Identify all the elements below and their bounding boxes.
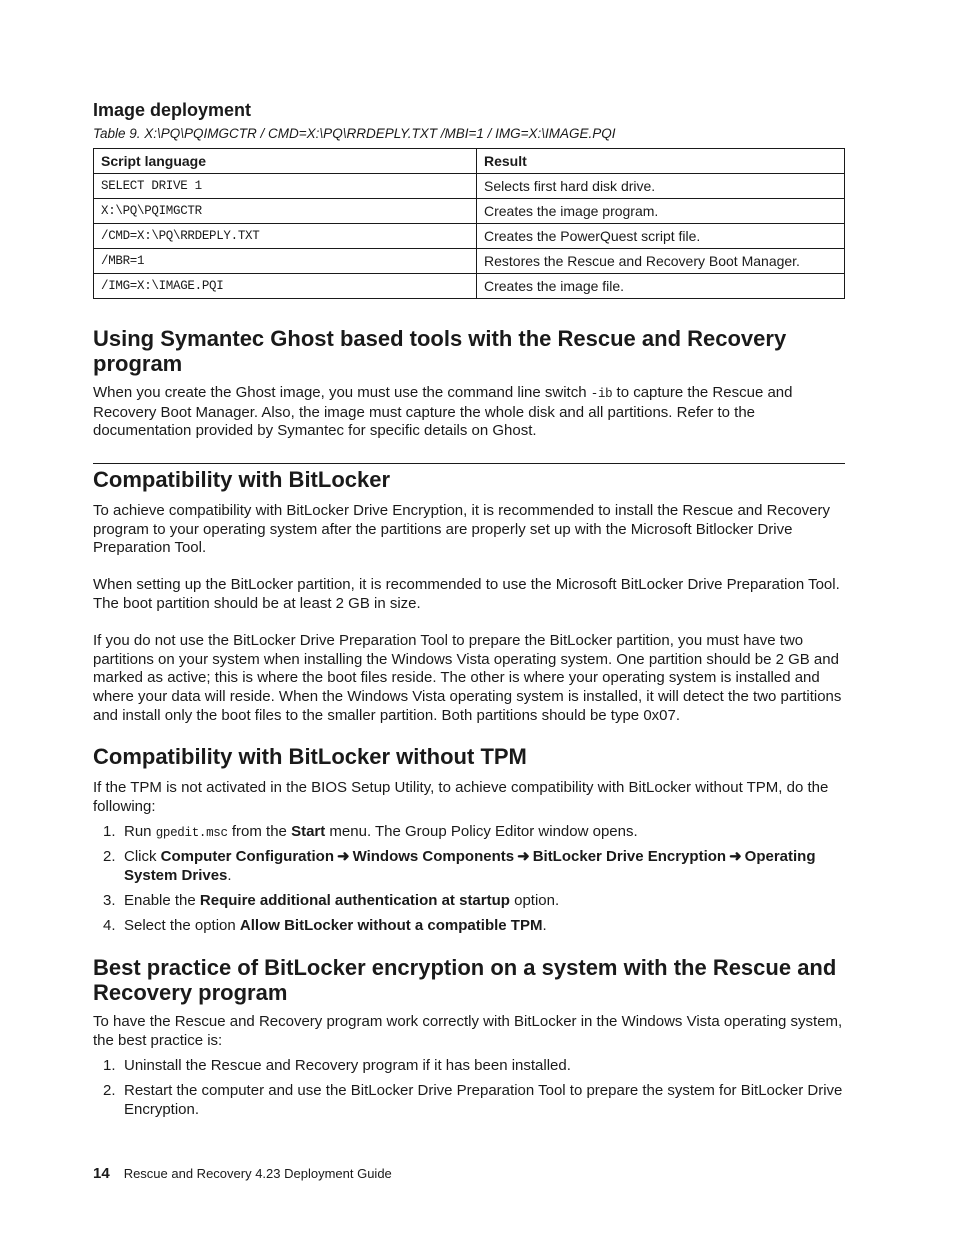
table-row bbox=[94, 199, 845, 224]
list-item: 3. Enable the Require additional authentication at startup option. bbox=[103, 892, 560, 909]
gpedit-code: gpedit.msc bbox=[155, 826, 228, 840]
best-practice-intro: To have the Rescue and Recovery program work correctly with BitLocker in the Windows Vista operating system, the best practice is: bbox=[93, 1013, 843, 1049]
script-cell: /IMG=X:\IMAGE.PQI bbox=[94, 274, 477, 299]
bitlocker-paragraph-3: If you do not use the BitLocker Drive Preparation Tool to prepare the BitLocker partition, you must have two partitions on your system when installing the Windows Vista operating system. One partition should be 2 GB and marked as active; this is where the boot files reside. The other is where your operating system is installed and where your data will reside. When the Windows Vista operating system is installed, it will detect the two partitions and install only the boot files to the smaller partition. Both partitions should be type 0x07. bbox=[93, 632, 842, 724]
list-item: 1. Uninstall the Rescue and Recovery program if it has been installed. bbox=[103, 1057, 571, 1074]
allow-bitlocker-option: Allow BitLocker without a compatible TPM bbox=[239, 917, 543, 934]
ghost-paragraph bbox=[93, 384, 845, 441]
bitlocker-paragraph-2: When setting up the BitLocker partition, it is recommended to use the Microsoft BitLocker Drive Preparation Tool. The boot partition should be at least 2 GB in size. bbox=[93, 576, 840, 612]
result-cell: Selects first hard disk drive. bbox=[477, 174, 845, 199]
list-item: 1. Run gpedit.msc from the Start menu. The Group Policy Editor window opens. bbox=[103, 823, 638, 840]
bitlocker-heading: Compatibility with BitLocker bbox=[93, 467, 391, 492]
list-item: 2. Restart the computer and use the BitLocker Drive Preparation Tool to prepare the system for BitLocker Drive Encryption. bbox=[103, 1082, 843, 1118]
best-practice-heading: Best practice of BitLocker encryption on a system with the Rescue and Recovery program bbox=[93, 955, 837, 1005]
image-deployment-table bbox=[93, 148, 845, 299]
arrow-right-icon: ➜ bbox=[729, 848, 742, 865]
result-cell: Creates the image file. bbox=[477, 274, 845, 299]
image-deployment-heading: Image deployment bbox=[93, 100, 252, 120]
ghost-text-2: to capture the Rescue and Recovery Boot Manager. Also, the image must capture the whole disk and all partitions. Refer to the documentation provided by Symantec for specific details on Ghost. bbox=[93, 384, 793, 440]
script-cell: SELECT DRIVE 1 bbox=[94, 174, 477, 199]
table-row bbox=[94, 224, 845, 249]
footer-title: Rescue and Recovery 4.23 Deployment Guide bbox=[123, 1166, 392, 1181]
result-cell: Creates the image program. bbox=[477, 199, 845, 224]
header-script-language: Script language bbox=[94, 149, 477, 174]
start-menu-label: Start bbox=[291, 823, 326, 840]
result-cell: Creates the PowerQuest script file. bbox=[477, 224, 845, 249]
arrow-right-icon: ➜ bbox=[337, 848, 350, 865]
list-number: 2. bbox=[103, 1082, 116, 1099]
path-windows-components: Windows Components bbox=[352, 848, 515, 865]
result-cell: Restores the Rescue and Recovery Boot Manager. bbox=[477, 249, 845, 274]
script-cell: /CMD=X:\PQ\RRDEPLY.TXT bbox=[94, 224, 477, 249]
ghost-text-1: When you create the Ghost image, you must use the command line switch bbox=[93, 384, 591, 401]
table-row bbox=[94, 174, 845, 199]
table-caption: Table 9. X:\PQ\PQIMGCTR / CMD=X:\PQ\RRDEPLY.TXT /MBI=1 / IMG=X:\IMAGE.PQI bbox=[93, 126, 616, 141]
page-footer bbox=[93, 1165, 392, 1182]
page-number: 14 bbox=[93, 1165, 110, 1182]
table-row bbox=[94, 249, 845, 274]
ghost-heading: Using Symantec Ghost based tools with the Rescue and Recovery program bbox=[93, 326, 787, 376]
ghost-switch-code: -ib bbox=[590, 387, 613, 401]
path-bitlocker-drive-encryption: BitLocker Drive Encryption bbox=[532, 848, 727, 865]
script-cell: X:\PQ\PQIMGCTR bbox=[94, 199, 477, 224]
table-row bbox=[94, 274, 845, 299]
list-number: 2. bbox=[103, 848, 116, 865]
list-item: 2. Click Computer Configuration ➜ Windows Components ➜ BitLocker Drive Encryption ➜ Operating System Drives. bbox=[103, 848, 816, 884]
bitlocker-paragraph-1: To achieve compatibility with BitLocker Drive Encryption, it is recommended to install the Rescue and Recovery program to your operating system after the partitions are properly set up with the Microsoft Bitlocker Drive Preparation Tool. bbox=[93, 502, 830, 557]
arrow-right-icon: ➜ bbox=[517, 848, 530, 865]
list-number: 1. bbox=[103, 1057, 116, 1074]
require-auth-option: Require additional authentication at startup bbox=[199, 892, 510, 909]
list-number: 1. bbox=[103, 823, 116, 840]
no-tpm-intro: If the TPM is not activated in the BIOS Setup Utility, to achieve compatibility with BitLocker without TPM, do the following: bbox=[93, 779, 829, 815]
list-item: 4. Select the option Allow BitLocker without a compatible TPM. bbox=[103, 917, 547, 934]
path-computer-configuration: Computer Configuration bbox=[160, 848, 334, 865]
header-result: Result bbox=[477, 149, 845, 174]
table-header-row bbox=[94, 149, 845, 174]
list-number: 4. bbox=[103, 917, 116, 934]
no-tpm-heading: Compatibility with BitLocker without TPM bbox=[93, 744, 527, 769]
path-operating-system-drives: Operating System Drives bbox=[124, 848, 816, 884]
section-divider bbox=[93, 463, 845, 464]
list-number: 3. bbox=[103, 892, 116, 909]
script-cell: /MBR=1 bbox=[94, 249, 477, 274]
